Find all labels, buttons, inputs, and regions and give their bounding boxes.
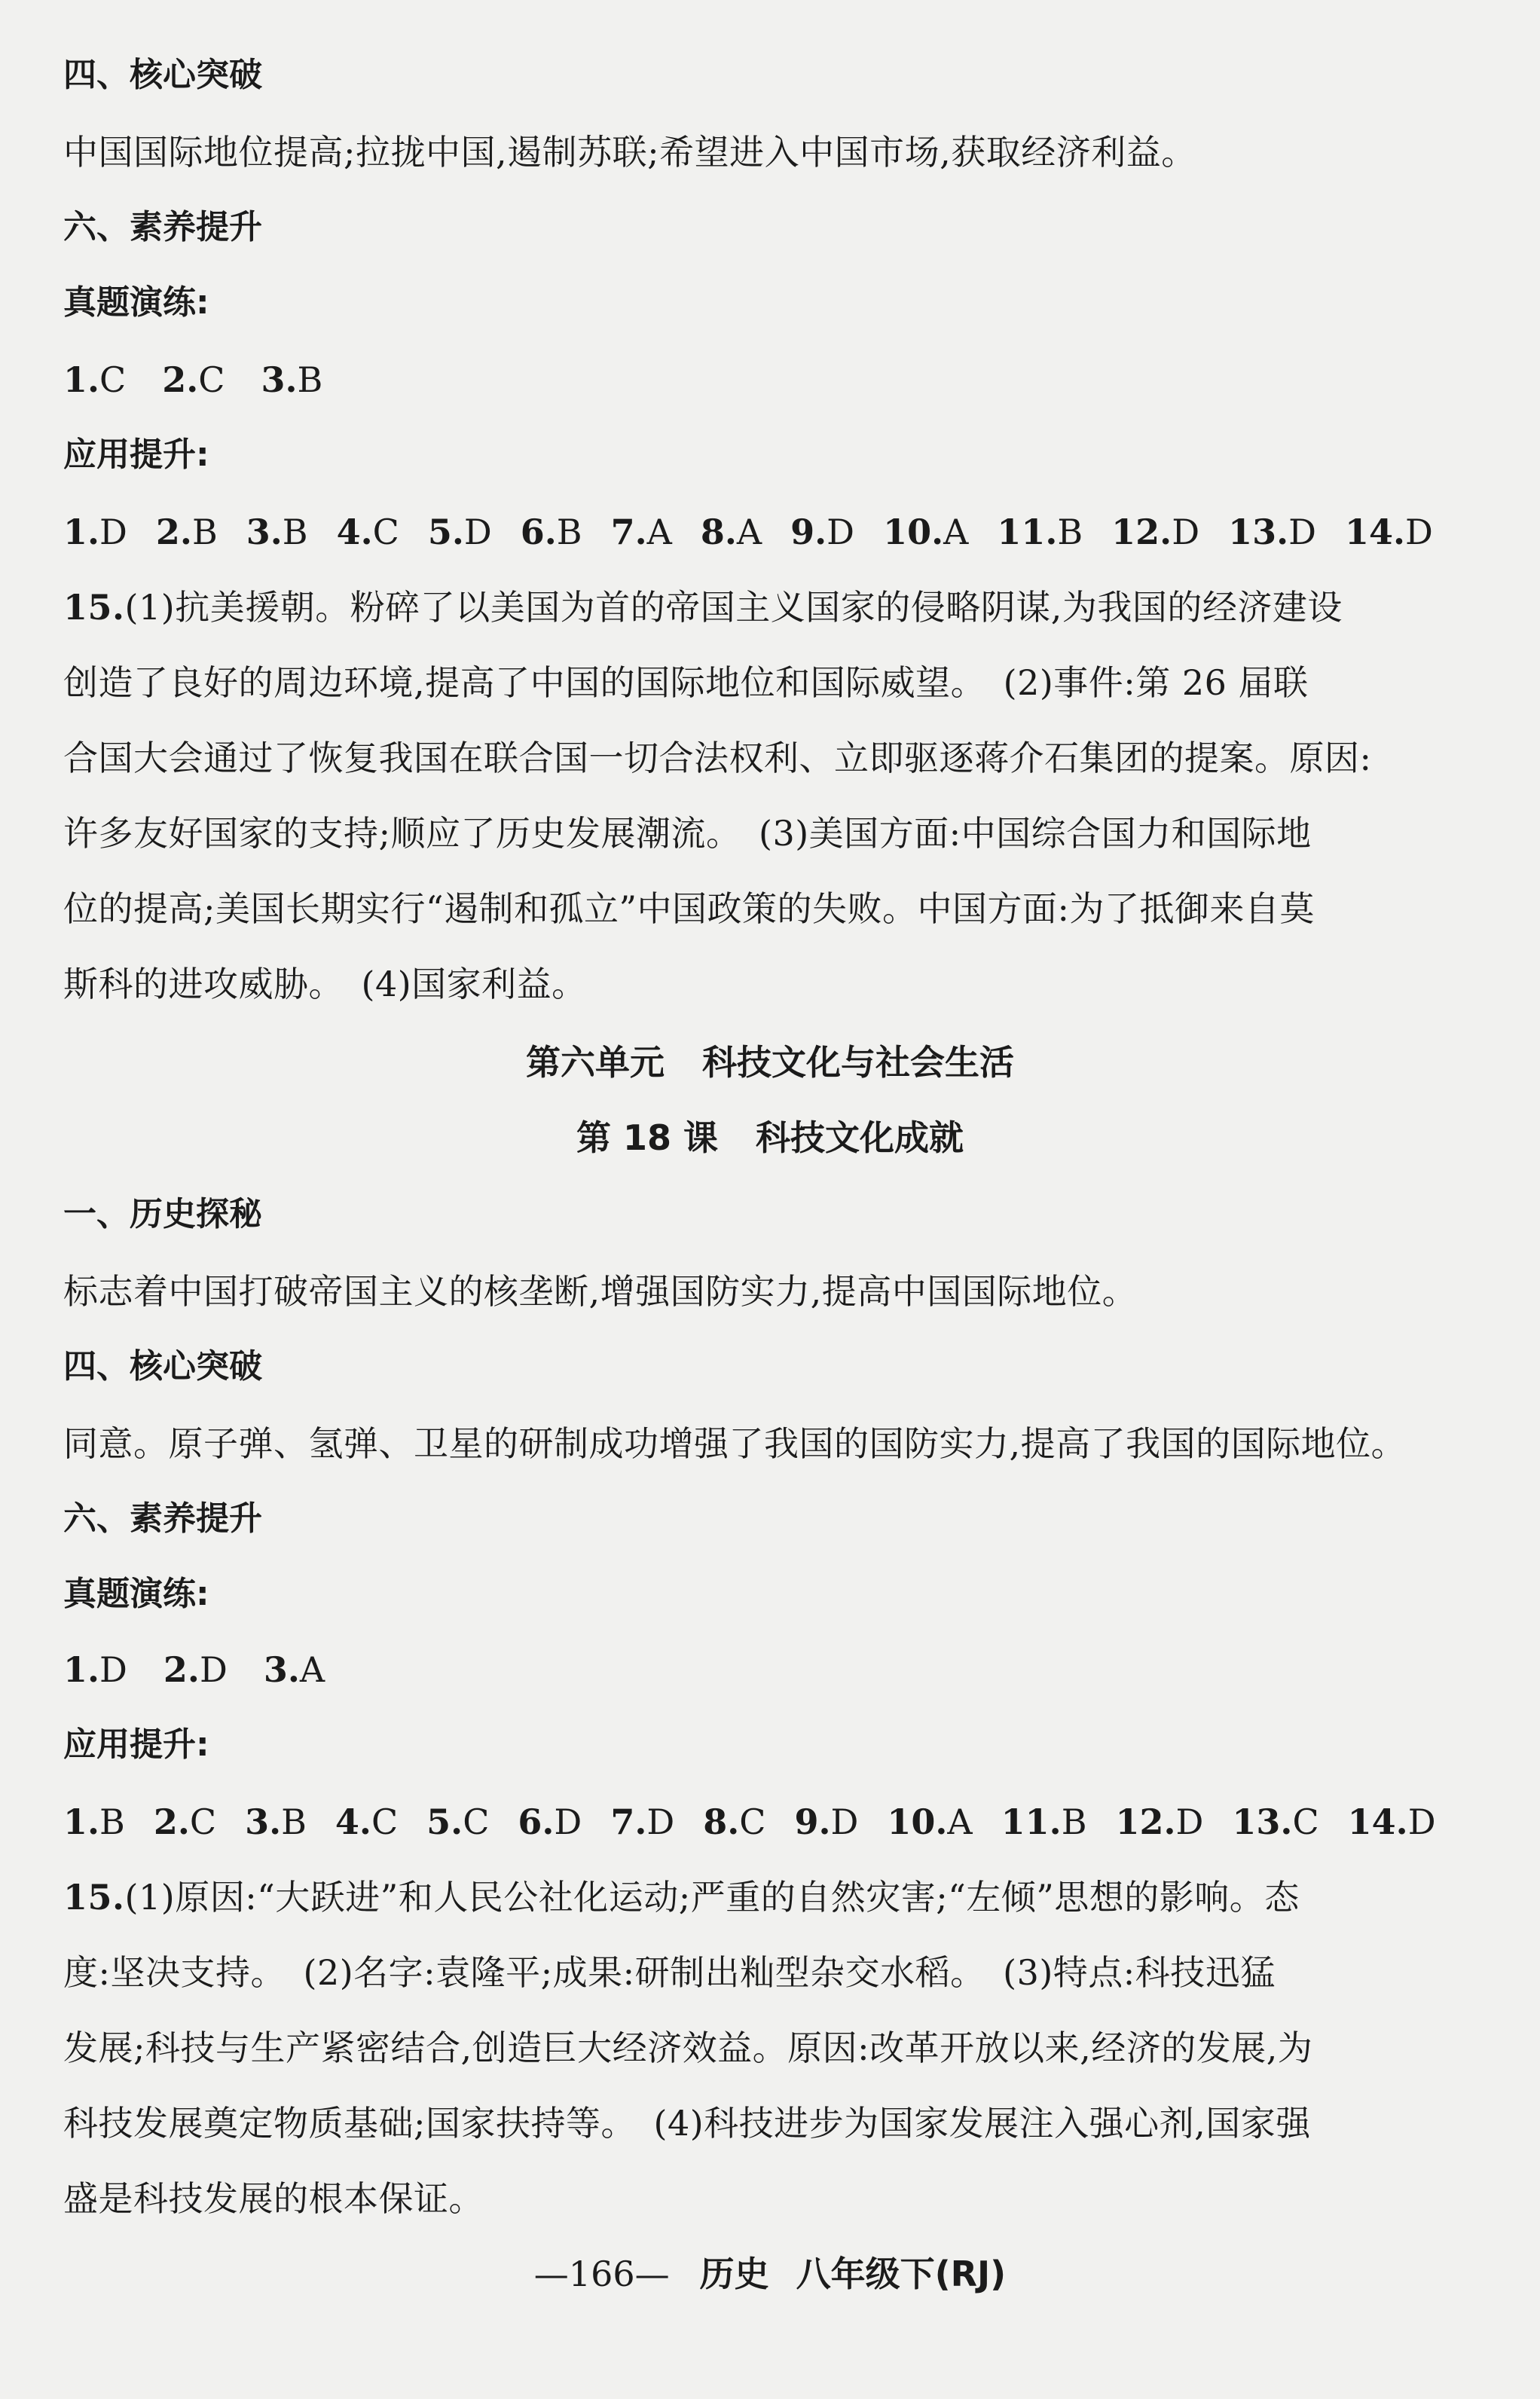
heading-literacy-improvement: 六、素养提升 [63, 208, 262, 246]
heading-literacy-improvement-2: 六、素养提升 [63, 1499, 262, 1538]
answer-item [162, 357, 225, 402]
answer-item [428, 509, 492, 555]
answer-letter: D [646, 1802, 675, 1842]
answer-item [163, 1647, 228, 1692]
q15-line-1 [63, 585, 1477, 630]
answer-number: 6. [520, 512, 557, 552]
answer-item [63, 509, 127, 555]
answer-letter: A [947, 1802, 973, 1842]
application-answers [63, 509, 1477, 555]
lesson-title [0, 1115, 1540, 1160]
application-answers-2 [63, 1799, 1477, 1844]
answer-number: 5. [427, 512, 464, 552]
heading-real-exam-practice-2: 真题演练: [63, 1575, 209, 1613]
answer-number: 5. [426, 1802, 463, 1842]
answer-letter: B [556, 512, 582, 552]
unit-number: 第六单元 [526, 1042, 665, 1083]
unit-title [0, 1040, 1540, 1085]
q15b-line-4: 科技发展奠定物质基础;国家扶持等。 (4)科技进步为国家发展注入强心剂,国家强 [63, 2103, 1311, 2144]
q15-line-4: 许多友好国家的支持;顺应了历史发展潮流。 (3)美国方面:中国综合国力和国际地 [63, 813, 1312, 854]
q15b-number: 15. [63, 1877, 125, 1918]
q15-line-2: 创造了良好的周边环境,提高了中国的国际地位和国际威望。 (2)事件:第 26 届联 [63, 662, 1309, 703]
answer-letter: B [191, 512, 218, 552]
q15-text: (1)抗美援朝。粉碎了以美国为首的帝国主义国家的侵略阴谋,为我国的经济建设 [124, 587, 1343, 628]
answer-letter: B [297, 359, 323, 400]
page-number: —166— [533, 2254, 670, 2294]
answer-letter: D [199, 1649, 228, 1690]
answer-item [521, 509, 582, 555]
q15-line-3: 合国大会通过了恢复我国在联合国一切合法权利、立即驱逐蒋介石集团的提案。原因: [63, 738, 1372, 778]
q15b-line-5: 盛是科技发展的根本保证。 [63, 2178, 484, 2219]
answer-number: 14. [1345, 512, 1406, 552]
answer-item [887, 1799, 972, 1844]
answer-letter: D [463, 512, 492, 552]
answer-letter: D [1288, 512, 1317, 552]
answer-number: 2. [155, 512, 192, 552]
lesson-name: 科技文化成就 [756, 1117, 964, 1158]
answer-letter: B [1057, 512, 1083, 552]
core-answer-text: 中国国际地位提高;拉拢中国,遏制苏联;希望进入中国市场,获取经济利益。 [63, 132, 1196, 173]
answer-number: 10. [883, 512, 944, 552]
q15-line-6: 斯科的进攻威胁。 (4)国家利益。 [63, 964, 587, 1004]
answer-item [997, 509, 1083, 555]
answer-letter: D [99, 512, 127, 552]
answer-number: 1. [63, 359, 100, 400]
answer-letter: A [299, 1649, 325, 1690]
answer-letter: A [736, 512, 762, 552]
answer-letter: D [554, 1802, 582, 1842]
answer-number: 12. [1115, 1802, 1176, 1842]
answer-letter: B [281, 1802, 307, 1842]
answer-number: 3. [245, 1802, 282, 1842]
answer-item [518, 1799, 582, 1844]
answer-letter: C [463, 1802, 490, 1842]
answer-item [246, 509, 308, 555]
lesson-number: 第 18 课 [576, 1117, 719, 1158]
answer-item [1228, 509, 1316, 555]
heading-application-2: 应用提升: [63, 1725, 209, 1764]
answer-letter: B [282, 512, 308, 552]
answer-number: 1. [63, 1802, 100, 1842]
answer-item [794, 1799, 858, 1844]
answer-item [335, 1799, 398, 1844]
answer-letter: C [1292, 1802, 1319, 1842]
answer-number: 11. [997, 512, 1058, 552]
answer-number: 13. [1228, 512, 1289, 552]
answer-number: 1. [63, 1649, 100, 1690]
heading-history-explore: 一、历史探秘 [63, 1195, 262, 1233]
answer-number: 3. [246, 512, 283, 552]
q15b-line-1 [63, 1875, 1477, 1920]
answer-item [1116, 1799, 1204, 1844]
answer-number: 3. [261, 359, 298, 400]
answer-number: 10. [887, 1802, 948, 1842]
explore-answer-text: 标志着中国打破帝国主义的核垄断,增强国防实力,提高中国国际地位。 [63, 1271, 1138, 1312]
answer-item [1348, 1799, 1436, 1844]
answer-item [264, 1647, 325, 1692]
answer-item [883, 509, 968, 555]
answer-letter: D [99, 1649, 127, 1690]
answer-item [701, 509, 762, 555]
q15-line-5: 位的提高;美国长期实行“遏制和孤立”中国政策的失败。中国方面:为了抵御来自莫 [63, 888, 1315, 929]
answer-number: 1. [63, 512, 100, 552]
answer-item [156, 509, 218, 555]
subject-label: 历史 [699, 2254, 769, 2294]
answer-number: 8. [703, 1802, 740, 1842]
answer-item [63, 1799, 125, 1844]
answer-item [245, 1799, 307, 1844]
answer-number: 7. [610, 1802, 647, 1842]
answer-letter: C [198, 359, 225, 400]
answer-item [610, 1799, 674, 1844]
answer-letter: D [1405, 512, 1433, 552]
answer-item [611, 509, 672, 555]
answer-item [703, 1799, 765, 1844]
answer-letter: D [1407, 1802, 1436, 1842]
heading-core-breakthrough: 四、核心突破 [63, 56, 262, 94]
answer-number: 8. [700, 512, 737, 552]
answer-number: 9. [790, 512, 827, 552]
answer-letter: A [943, 512, 969, 552]
answer-number: 3. [263, 1649, 300, 1690]
answer-item [790, 509, 854, 555]
real-exam-answers-2 [63, 1647, 1477, 1692]
answer-number: 7. [610, 512, 647, 552]
answer-letter: D [827, 512, 855, 552]
q15-number: 15. [63, 587, 125, 628]
answer-number: 4. [335, 1802, 371, 1842]
heading-application: 应用提升: [63, 435, 209, 474]
answer-letter: C [371, 1802, 399, 1842]
answer-number: 11. [1001, 1802, 1062, 1842]
answer-item [1001, 1799, 1087, 1844]
answer-number: 12. [1111, 512, 1172, 552]
page-footer [0, 2251, 1540, 2297]
answer-letter: C [739, 1802, 766, 1842]
q15b-text: (1)原因:“大跃进”和人民公社化运动;严重的自然灾害;“左倾”思想的影响。态 [124, 1877, 1300, 1918]
answer-number: 9. [794, 1802, 831, 1842]
answer-item [426, 1799, 489, 1844]
answer-item [1345, 509, 1433, 555]
answer-number: 14. [1347, 1802, 1408, 1842]
answer-letter: D [830, 1802, 859, 1842]
answer-number: 4. [336, 512, 373, 552]
heading-real-exam-practice: 真题演练: [63, 283, 209, 322]
core-answer-text-2: 同意。原子弹、氢弹、卫星的研制成功增强了我国的国防实力,提高了我国的国际地位。 [63, 1423, 1407, 1464]
answer-item [261, 357, 322, 402]
answer-letter: C [99, 359, 127, 400]
answer-letter: B [99, 1802, 125, 1842]
answer-letter: A [646, 512, 672, 552]
answer-letter: D [1172, 512, 1200, 552]
q15b-line-2: 度:坚决支持。 (2)名字:袁隆平;成果:研制出籼型杂交水稻。 (3)特点:科技迅猛 [63, 1952, 1276, 1993]
heading-core-breakthrough-2: 四、核心突破 [63, 1347, 262, 1386]
answer-number: 2. [162, 359, 199, 400]
answer-item [154, 1799, 216, 1844]
answer-number: 6. [518, 1802, 555, 1842]
answer-item [63, 1647, 127, 1692]
answer-letter: D [1175, 1802, 1204, 1842]
grade-label: 八年级下(RJ) [796, 2254, 1007, 2294]
answer-item [1232, 1799, 1318, 1844]
unit-name: 科技文化与社会生活 [702, 1042, 1014, 1083]
answer-number: 13. [1232, 1802, 1293, 1842]
answer-number: 2. [153, 1802, 190, 1842]
answer-item [1111, 509, 1199, 555]
answer-number: 2. [163, 1649, 200, 1690]
real-exam-answers [63, 357, 1477, 402]
answer-letter: C [189, 1802, 217, 1842]
answer-letter: C [372, 512, 399, 552]
answer-letter: B [1061, 1802, 1087, 1842]
q15b-line-3: 发展;科技与生产紧密结合,创造巨大经济效益。原因:改革开放以来,经济的发展,为 [63, 2028, 1313, 2068]
answer-item [337, 509, 399, 555]
answer-item [63, 357, 126, 402]
